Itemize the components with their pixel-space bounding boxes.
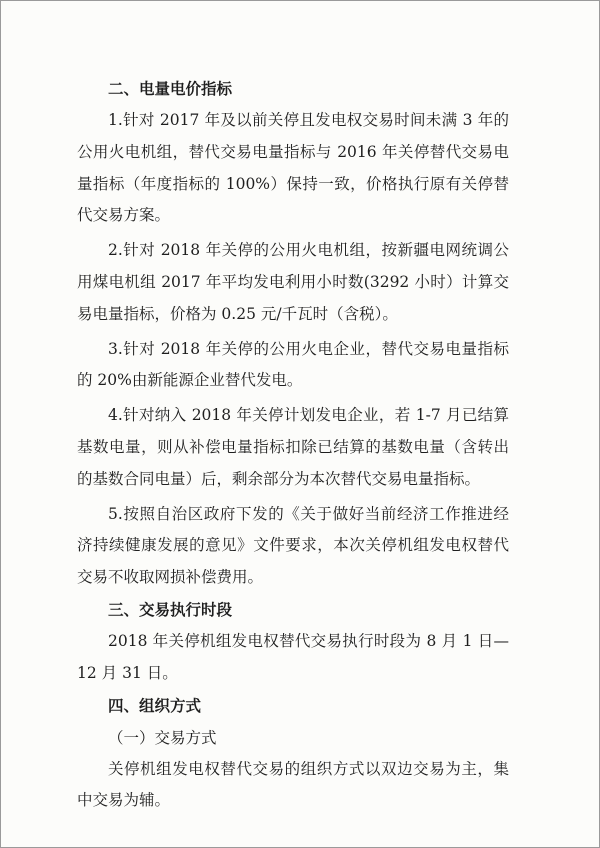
paragraph-item-4: 4.针对纳入 2018 年关停计划发电企业，若 1-7 月已结算基数电量，则从补偿电量指标扣除已结算的基数电量（含转出的基数合同电量）后，剩余部分为本次替代交易电量指标。 bbox=[77, 406, 509, 488]
paragraph-item-5: 5.按照自治区政府下发的《关于做好当前经济工作推进经济持续健康发展的意见》文件要求，本次关停机组发电权替代交易不收取网损补偿费用。 bbox=[77, 504, 509, 587]
paragraph-item-1: 1.针对 2017 年及以前关停且发电权交易时间未满 3 年的公用火电机组，替代交易电量指标与 2016 年关停替代交易电量指标（年度指标的 100%）保持一致，价格执行原有关停替代交易方案。 bbox=[77, 111, 509, 225]
paragraph-execution-period: 2018 年关停机组发电权替代交易执行时段为 8 月 1 日—12 月 31 日。 bbox=[77, 631, 509, 682]
subsection-heading-trade-mode: （一）交易方式 bbox=[108, 728, 217, 747]
section-heading-organization: 四、组织方式 bbox=[108, 696, 202, 715]
paragraph-item-2: 2.针对 2018 年关停的公用火电机组，按新疆电网统调公用煤电机组 2017 年平均发电利用小时数(3292 小时）计算交易电量指标，价格为 0.25 元/千瓦时（含税）。 bbox=[77, 241, 509, 323]
section-heading-electricity-price: 二、电量电价指标 bbox=[108, 80, 233, 98]
paragraph-item-3: 3.针对 2018 年关停的公用火电企业，替代交易电量指标的 20%由新能源企业替代发电。 bbox=[77, 339, 509, 390]
document-body bbox=[77, 73, 509, 817]
paragraph-trade-mode: 关停机组发电权替代交易的组织方式以双边交易为主，集中交易为辅。 bbox=[77, 759, 509, 810]
section-heading-execution-period: 三、交易执行时段 bbox=[108, 600, 233, 619]
